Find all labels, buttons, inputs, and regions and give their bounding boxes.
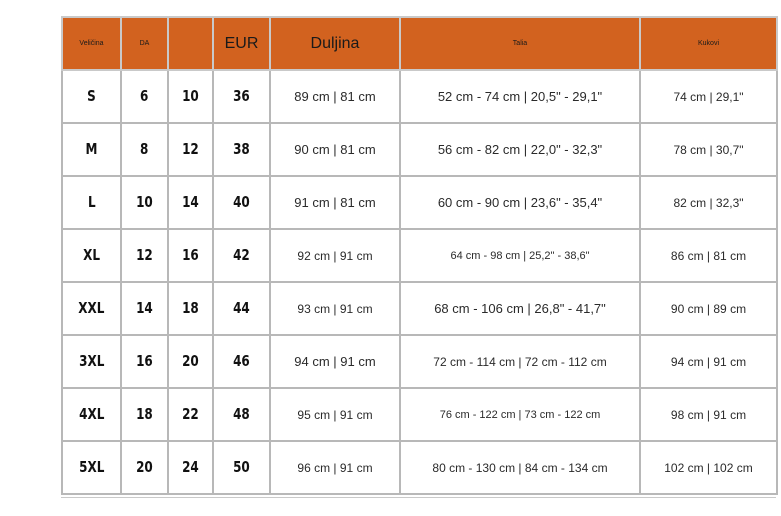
col3-cell: 18 [182, 299, 199, 317]
col3-cell: 14 [182, 193, 199, 211]
size-cell: S [87, 87, 96, 105]
kukovi-cell: 86 cm | 81 cm [640, 229, 777, 282]
da-cell: 20 [136, 458, 153, 476]
col3-cell: 16 [182, 246, 199, 264]
kukovi-cell: 102 cm | 102 cm [640, 441, 777, 494]
table-row [62, 282, 777, 335]
size-cell: L [87, 193, 96, 211]
duljina-cell: 95 cm | 91 cm [270, 388, 400, 441]
table-row [62, 388, 777, 441]
header-duljina: Duljina [270, 17, 400, 70]
table-row [62, 70, 777, 123]
col3-cell: 22 [182, 405, 199, 423]
header-da: DA [121, 17, 168, 70]
header-kukovi: Kukovi [640, 17, 777, 70]
kukovi-cell: 74 cm | 29,1" [640, 70, 777, 123]
talia-cell: 52 cm - 74 cm | 20,5" - 29,1" [400, 70, 640, 123]
table-row [62, 441, 777, 494]
size-cell: 4XL [78, 405, 105, 423]
table-row [62, 176, 777, 229]
kukovi-cell: 98 cm | 91 cm [640, 388, 777, 441]
talia-cell: 56 cm - 82 cm | 22,0" - 32,3" [400, 123, 640, 176]
duljina-cell: 93 cm | 91 cm [270, 282, 400, 335]
eur-cell: 38 [233, 140, 250, 158]
duljina-cell: 96 cm | 91 cm [270, 441, 400, 494]
talia-cell: 76 cm - 122 cm | 73 cm - 122 cm [400, 388, 640, 441]
size-chart-table [61, 16, 778, 495]
header-col3 [168, 17, 213, 70]
talia-cell: 72 cm - 114 cm | 72 cm - 112 cm [400, 335, 640, 388]
size-cell: 5XL [78, 458, 105, 476]
duljina-cell: 92 cm | 91 cm [270, 229, 400, 282]
duljina-cell: 89 cm | 81 cm [270, 70, 400, 123]
table-row [62, 123, 777, 176]
col3-cell: 12 [182, 140, 199, 158]
size-cell: XL [83, 246, 100, 264]
header-velicina: Veličina [62, 17, 121, 70]
eur-cell: 50 [233, 458, 250, 476]
col3-cell: 24 [182, 458, 199, 476]
eur-cell: 42 [233, 246, 250, 264]
kukovi-cell: 82 cm | 32,3" [640, 176, 777, 229]
duljina-cell: 91 cm | 81 cm [270, 176, 400, 229]
header-eur: EUR [213, 17, 270, 70]
da-cell: 12 [136, 246, 153, 264]
table-row [62, 335, 777, 388]
eur-cell: 46 [233, 352, 250, 370]
kukovi-cell: 94 cm | 91 cm [640, 335, 777, 388]
talia-cell: 80 cm - 130 cm | 84 cm - 134 cm [400, 441, 640, 494]
kukovi-cell: 78 cm | 30,7" [640, 123, 777, 176]
eur-cell: 36 [233, 87, 250, 105]
eur-cell: 40 [233, 193, 250, 211]
col3-cell: 10 [182, 87, 199, 105]
da-cell: 16 [136, 352, 153, 370]
da-cell: 6 [140, 87, 149, 105]
bottom-divider [61, 497, 776, 498]
talia-cell: 68 cm - 106 cm | 26,8" - 41,7" [400, 282, 640, 335]
size-cell: M [85, 140, 98, 158]
size-cell: 3XL [78, 352, 105, 370]
duljina-cell: 90 cm | 81 cm [270, 123, 400, 176]
duljina-cell: 94 cm | 91 cm [270, 335, 400, 388]
kukovi-cell: 90 cm | 89 cm [640, 282, 777, 335]
da-cell: 8 [140, 140, 149, 158]
talia-cell: 60 cm - 90 cm | 23,6" - 35,4" [400, 176, 640, 229]
da-cell: 18 [136, 405, 153, 423]
header-talia: Talia [400, 17, 640, 70]
size-cell: XXL [78, 299, 105, 317]
table-row [62, 229, 777, 282]
da-cell: 10 [136, 193, 153, 211]
da-cell: 14 [136, 299, 153, 317]
eur-cell: 48 [233, 405, 250, 423]
col3-cell: 20 [182, 352, 199, 370]
talia-cell: 64 cm - 98 cm | 25,2" - 38,6" [400, 229, 640, 282]
eur-cell: 44 [233, 299, 250, 317]
header-row [62, 17, 777, 70]
